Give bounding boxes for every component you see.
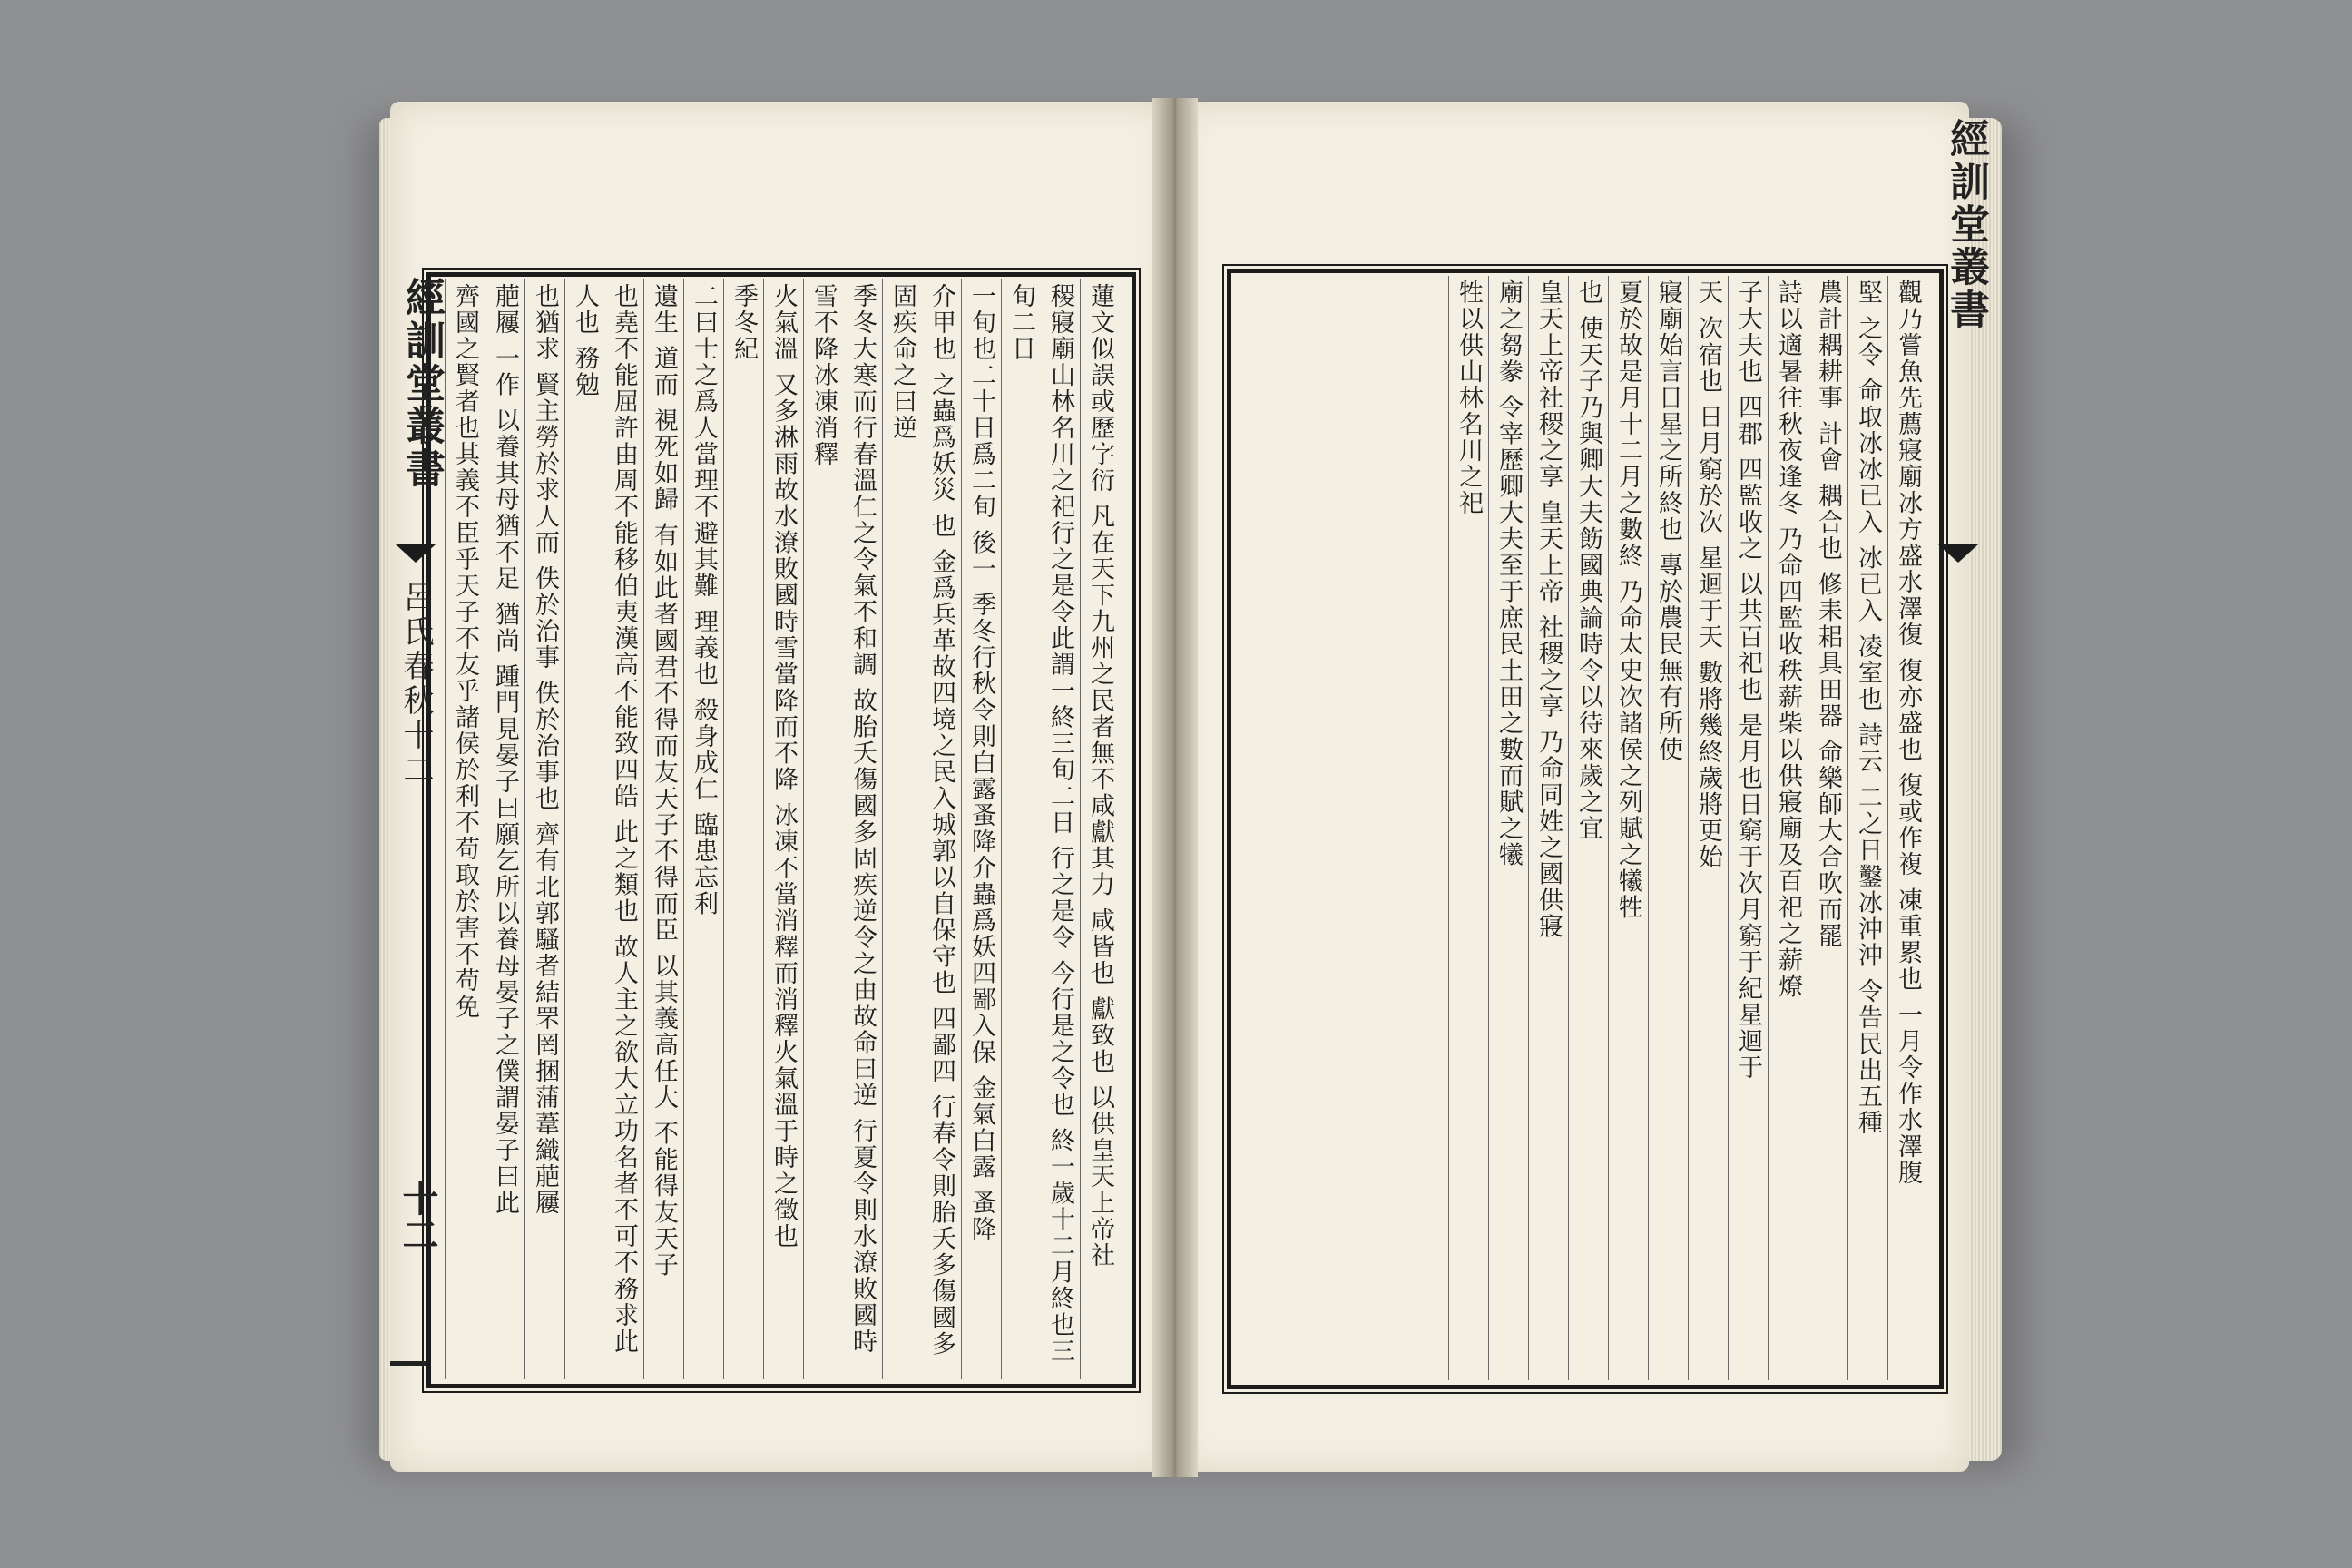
text-column: 二曰士之爲人當理不避其難 理義也 殺身成仁 臨患忘利 — [683, 279, 723, 1379]
text-column: 廟之芻豢 令宰歷卿大夫至于庶民土田之數而賦之犧 — [1488, 276, 1528, 1380]
book-gutter — [1152, 98, 1198, 1477]
folio-number-left: 十二 — [397, 1180, 439, 1252]
left-page-text-block — [436, 279, 1120, 1372]
text-column: 也 使天子乃與卿大夫飭國典論時令以待來歲之宜 — [1568, 276, 1608, 1380]
fishtail-mark-right — [1938, 544, 1978, 563]
text-column: 夏於故是月十二月之數終 乃命太史次諸侯之列賦之犧牲 — [1608, 276, 1648, 1380]
series-title-right: 經訓堂叢書 — [1943, 118, 1989, 331]
text-column: 天 次宿也 日月窮於次 星迴于天 數將幾終歲將更始 — [1688, 276, 1728, 1380]
text-column: 堅 之令 命取冰冰已入 冰已入 凌室也 詩云 二之日鑿冰沖沖 令告民出五種 — [1847, 276, 1887, 1380]
lower-rule-left — [390, 1361, 426, 1366]
text-column: 火氣溫 又多淋雨故水潦敗國時雪當降而不降 冰凍不當消釋而消釋火氣溫于時之徵也 — [763, 279, 803, 1379]
text-column: 蓮文似誤或歷字衍 凡在天下九州之民者無不咸獻其力 咸皆也 獻致也 以供皇天上帝社 — [1080, 279, 1120, 1379]
text-column: 牲以供山林名川之祀 — [1448, 276, 1488, 1380]
text-column: 一旬也二十日爲二旬 後一 季冬行秋令則白露蚤降介蟲爲妖四鄙入保 金氣白露 蚤降 — [961, 279, 1001, 1379]
text-column: 觀乃嘗魚先薦寢廟冰方盛水澤復 復亦盛也 復或作複 凍重累也 一月令作水澤腹 — [1887, 276, 1927, 1380]
text-column: 萉屨 一作 以養其母猶不足 猶尚 踵門見晏子曰願乞所以養母晏子之僕謂晏子曰此 — [485, 279, 524, 1379]
text-column: 農計耦耕事 計會 耦合也 修耒耜具田器 命樂師大合吹而罷 — [1808, 276, 1847, 1380]
text-column: 介甲也 之蟲爲妖災 也 金爲兵革故四境之民入城郭以自保守也 四鄙四 行春令則胎夭多傷國多固疾命之曰逆 — [882, 279, 961, 1379]
series-title-left: 經訓堂叢書 — [398, 277, 445, 490]
fishtail-mark-left — [396, 544, 436, 563]
text-column: 皇天上帝社稷之享 皇天上帝 社稷之享 乃命同姓之國供寢 — [1528, 276, 1568, 1380]
text-column: 遺生 道而 視死如歸 有如此者國君不得而友天子不得而臣 以其義高任大 不能得友天子 — [643, 279, 683, 1379]
text-column: 詩以適暑往秋夜逢冬 乃命四監收秩薪柴以供寢廟及百祀之薪燎 — [1768, 276, 1808, 1380]
text-column: 齊國之賢者也其義不臣乎天子不友乎諸侯於利不苟取於害不苟免 — [445, 279, 485, 1379]
text-column: 稷寢廟山林名川之祀行之是令此謂一終三旬二日 行之是令 今行是之令也 終一歲十二月終也三旬二日 — [1001, 279, 1080, 1379]
text-column: 子大夫也 四郡 四監收之 以共百祀也 是月也日窮于次月窮于紀星迴于 — [1728, 276, 1768, 1380]
text-column: 季冬紀 — [723, 279, 763, 1379]
text-column: 也堯不能屈許由周不能移伯夷漢高不能致四皓 此之類也 故人主之欲大立功名者不可不務求此人也 務勉 — [564, 279, 643, 1379]
book-title-left: 呂氏春秋十二 — [397, 581, 434, 788]
text-column: 季冬大寒而行春溫仁之令氣不和調 故胎夭傷國多固疾逆令之由故命曰逆 行夏令則水潦敗國時雪不降冰凍消釋 — [803, 279, 882, 1379]
text-column: 寢廟始言日星之所終也 專於農民無有所使 — [1648, 276, 1688, 1380]
right-page-text-block — [1236, 276, 1927, 1373]
text-column: 也猶求 賢主勞於求人而 佚於治事 佚於治事也 齊有北郭騷者結罘罔捆蒲葦織萉屨 — [524, 279, 564, 1379]
